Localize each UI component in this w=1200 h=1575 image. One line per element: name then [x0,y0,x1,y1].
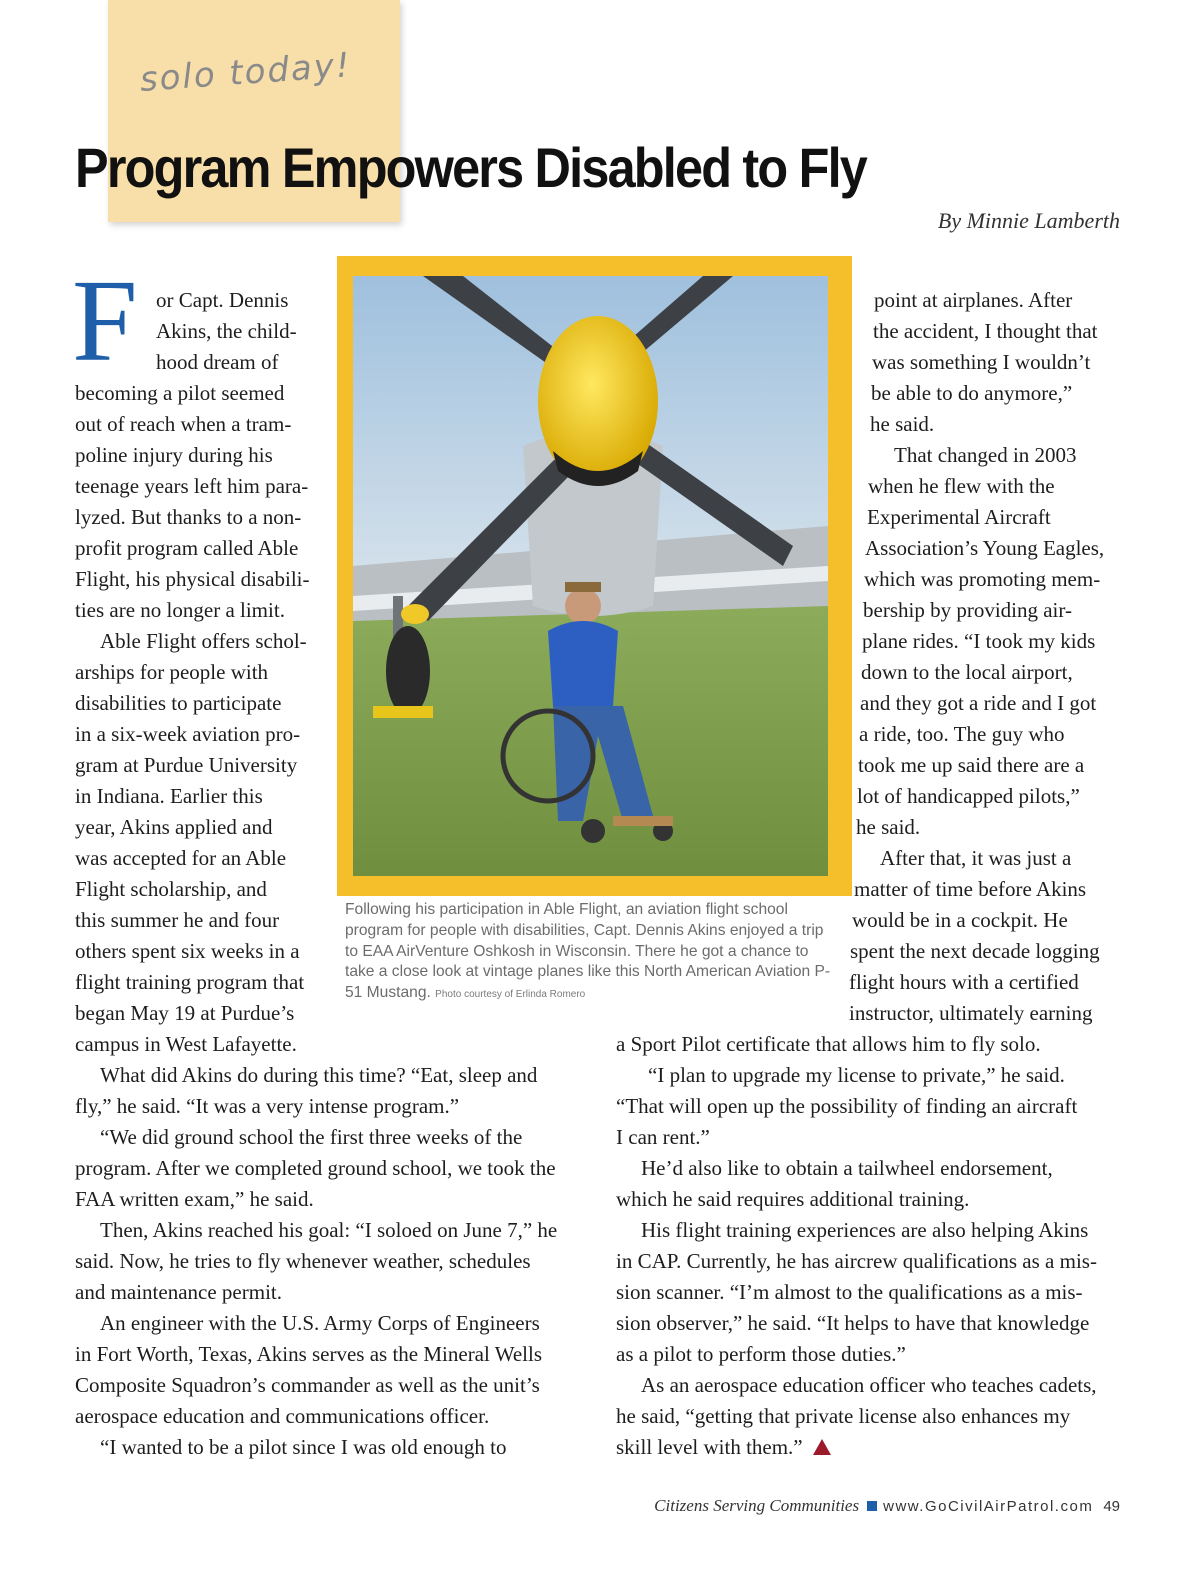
body-line: gram at Purdue University [75,753,298,777]
article-photo [353,276,828,876]
body-line: FAA written exam,” he said. [75,1187,314,1211]
byline: By Minnie Lamberth [937,208,1120,233]
page-footer [654,1496,1120,1516]
body-line: ties are no longer a limit. [75,598,285,622]
body-line: Association’s Young Eagles, [865,536,1105,560]
body-line: in a six-week aviation pro- [75,722,301,746]
body-line: profit program called Able [75,536,299,560]
body-line: He’d also like to obtain a tailwheel endorsement, [641,1156,1053,1180]
caption-text: Following his participation in Able Flight, an aviation flight school program for people with disabilities, Capt. Dennis Akins enjoyed a trip to EAA AirVenture Oshkosh in Wisconsin. There he got a chance to take a close look at vintage planes like this North American Aviation P-51 Mustang. [345,901,831,1002]
footer-url: www.GoCivilAirPatrol.com [883,1498,1094,1515]
body-line: “I plan to upgrade my license to private,” he said. [648,1063,1065,1087]
body-line: sion observer,” he said. “It helps to have that knowledge [616,1311,1090,1335]
body-line: That changed in 2003 [894,443,1077,467]
body-line: campus in West Lafayette. [75,1032,297,1056]
body-line: flight hours with a certified [849,970,1079,994]
body-line: “I wanted to be a pilot since I was old enough to [100,1435,507,1459]
body-line: down to the local airport, [861,660,1073,684]
body-line: he said. [856,815,921,839]
body-line: sion scanner. “I’m almost to the qualifications as a mis- [616,1280,1083,1304]
body-line: said. Now, he tries to fly whenever weather, schedules [75,1249,531,1273]
end-mark-icon [813,1439,831,1455]
body-line: the accident, I thought that [873,319,1098,343]
body-line: Experimental Aircraft [867,505,1051,529]
body-line: lyzed. But thanks to a non- [75,505,302,529]
body-line: “We did ground school the first three weeks of the [100,1125,523,1149]
body-line: he said, “getting that private license also enhances my [616,1404,1071,1428]
body-line: lot of handicapped pilots,” [857,784,1080,808]
body-line: Able Flight offers schol- [100,629,307,653]
body-line: was accepted for an Able [75,846,287,870]
body-line: in Indiana. Earlier this [75,784,263,808]
page-number: 49 [1103,1498,1120,1515]
body-line: instructor, ultimately earning [849,1001,1093,1025]
body-line: becoming a pilot seemed [75,381,285,405]
body-line: disabilities to participate [75,691,282,715]
body-line: poline injury during his [75,443,273,467]
body-line: plane rides. “I took my kids [862,629,1096,653]
p51-mustang-photo [353,276,828,876]
body-line: As an aerospace education officer who teaches cadets, [641,1373,1097,1397]
body-line: and they got a ride and I got [860,691,1097,715]
body-line: when he flew with the [868,474,1055,498]
body-line: flight training program that [75,970,305,994]
article-title: Program Empowers Disabled to Fly [75,136,867,199]
body-line: in Fort Worth, Texas, Akins serves as the Mineral Wells [75,1342,543,1366]
photo-caption [345,900,835,1006]
section-kicker: solo today! [138,45,353,100]
body-line: An engineer with the U.S. Army Corps of Engineers [100,1311,540,1335]
footer-publication: Citizens Serving Communities [654,1496,860,1515]
body-line: His flight training experiences are also helping Akins [641,1218,1089,1242]
body-line: a ride, too. The guy who [859,722,1065,746]
body-line: in CAP. Currently, he has aircrew qualifications as a mis- [616,1249,1097,1273]
body-line: fly,” he said. “It was a very intense program.” [75,1094,460,1118]
body-line: as a pilot to perform those duties.” [616,1342,906,1366]
photo-credit: Photo courtesy of Erlinda Romero [435,989,586,1001]
body-line: After that, it was just a [880,846,1072,870]
body-line: which was promoting mem- [864,567,1101,591]
body-line: would be in a cockpit. He [852,908,1068,932]
body-line-last [616,1432,831,1463]
body-line: point at airplanes. After [874,288,1073,312]
drop-cap: F [72,255,138,386]
body-line: bership by providing air- [863,598,1072,622]
body-line: hood dream of [156,350,279,374]
body-line: this summer he and four [75,908,280,932]
body-line-text: skill level with them.” [616,1435,803,1459]
body-line: took me up said there are a [858,753,1085,777]
body-line: Composite Squadron’s commander as well as the unit’s [75,1373,540,1397]
body-line: or Capt. Dennis [156,288,289,312]
body-line: teenage years left him para- [75,474,309,498]
body-line: Flight, his physical disabili- [75,567,310,591]
body-line: Akins, the child- [156,319,297,343]
body-line: a Sport Pilot certificate that allows him to fly solo. [616,1032,1041,1056]
body-line: be able to do anymore,” [871,381,1073,405]
body-line: others spent six weeks in a [75,939,300,963]
body-line: I can rent.” [616,1125,710,1149]
body-line: Flight scholarship, and [75,877,267,901]
body-line: What did Akins do during this time? “Eat, sleep and [100,1063,538,1087]
square-bullet-icon [867,1501,877,1511]
body-line: aerospace education and communications officer. [75,1404,490,1428]
body-line: which he said requires additional training. [616,1187,970,1211]
body-line: Then, Akins reached his goal: “I soloed on June 7,” he [100,1218,558,1242]
body-line: “That will open up the possibility of finding an aircraft [616,1094,1078,1118]
body-line: out of reach when a tram- [75,412,292,436]
body-line: matter of time before Akins [854,877,1087,901]
body-line: arships for people with [75,660,269,684]
body-line: he said. [870,412,935,436]
body-line: was something I wouldn’t [872,350,1091,374]
body-line: spent the next decade logging [850,939,1100,963]
body-line: year, Akins applied and [75,815,273,839]
body-line: program. After we completed ground school, we took the [75,1156,556,1180]
body-line: and maintenance permit. [75,1280,282,1304]
body-line: began May 19 at Purdue’s [75,1001,295,1025]
